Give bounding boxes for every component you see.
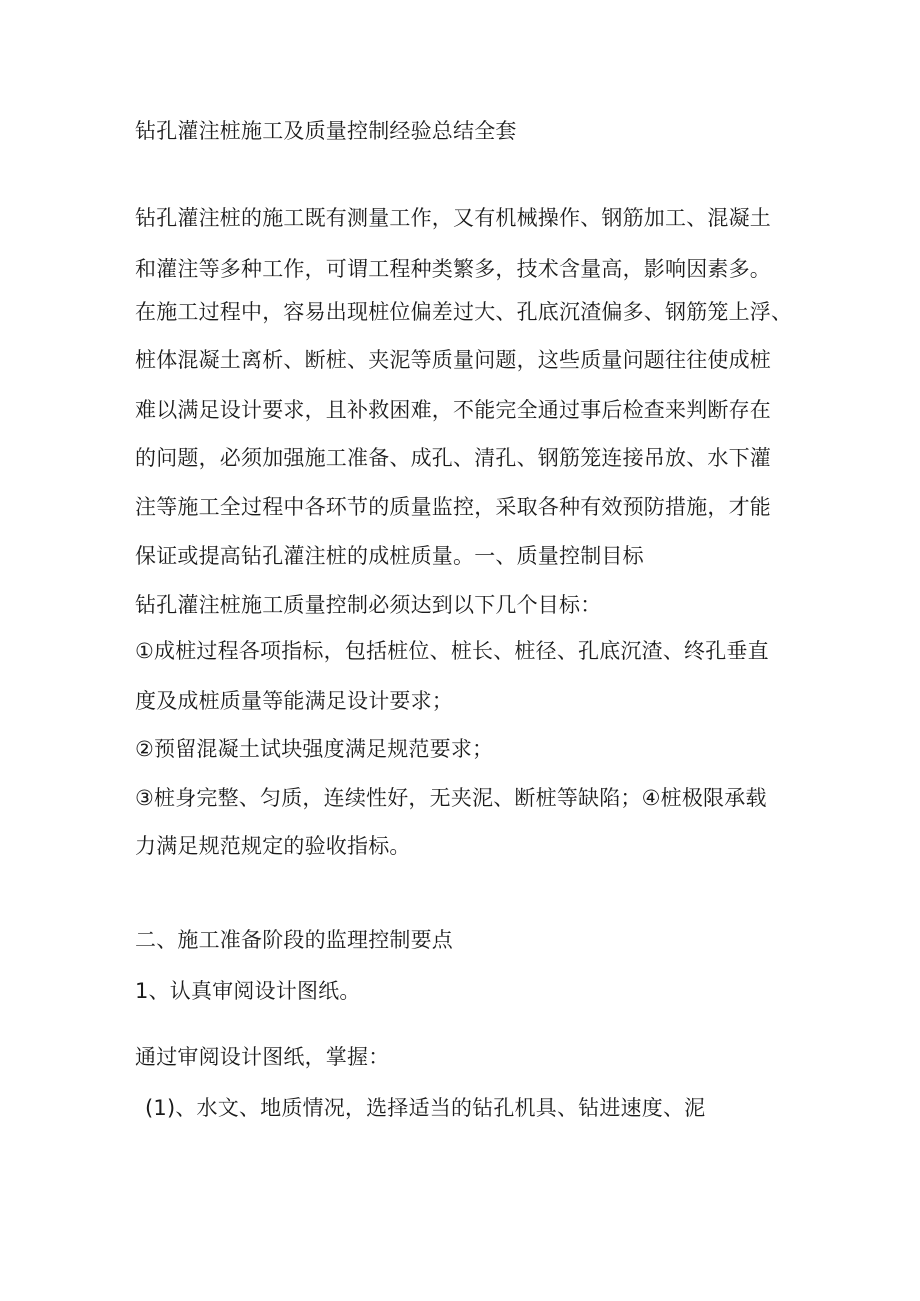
goal-line: ②预留混凝土试块强度满足规范要求； xyxy=(135,737,494,761)
item-paragraph: 通过审阅设计图纸，掌握： xyxy=(135,1045,390,1069)
goals-intro: 钻孔灌注桩施工质量控制必须达到以下几个目标： xyxy=(135,593,602,617)
goal-line: 度及成桩质量等能满足设计要求； xyxy=(135,689,453,713)
document-title: 钻孔灌注桩施工及质量控制经验总结全套 xyxy=(135,119,517,143)
paragraph-line: 钻孔灌注桩的施工既有测量工作，又有机械操作、钢筋加工、混凝土 xyxy=(135,206,771,230)
paragraph-line: 在施工过程中，容易出现桩位偏差过大、孔底沉渣偏多、钢筋笼上浮、 xyxy=(135,300,793,324)
paragraph-line: 的问题，必须加强施工准备、成孔、清孔、钢筋笼连接吊放、水下灌 xyxy=(135,446,771,470)
goal-line: ③桩身完整、匀质，连续性好，无夹泥、断桩等缺陷；④桩极限承载 xyxy=(135,786,767,810)
goal-line: 力满足规范规定的验收指标。 xyxy=(135,834,411,858)
sub-item: (1)、水文、地质情况，选择适当的钻孔机具、钻进速度、泥 xyxy=(145,1096,706,1120)
paragraph-line: 保证或提高钻孔灌注桩的成桩质量。一、质量控制目标 xyxy=(135,544,644,568)
paragraph-line: 难以满足设计要求，且补救困难，不能完全通过事后检查来判断存在 xyxy=(135,398,771,422)
paragraph-line: 和灌注等多种工作，可谓工程种类繁多，技术含量高，影响因素多。 xyxy=(135,257,771,281)
paragraph-line: 桩体混凝土离析、断桩、夹泥等质量问题，这些质量问题往往使成桩 xyxy=(135,348,771,372)
paragraph-line: 注等施工全过程中各环节的质量监控，采取各种有效预防措施，才能 xyxy=(135,495,771,519)
numbered-item: 1、认真审阅设计图纸。 xyxy=(135,979,361,1003)
goal-line: ①成桩过程各项指标，包括桩位、桩长、桩径、孔底沉渣、终孔垂直 xyxy=(135,639,769,663)
section-heading: 二、施工准备阶段的监理控制要点 xyxy=(135,928,453,952)
